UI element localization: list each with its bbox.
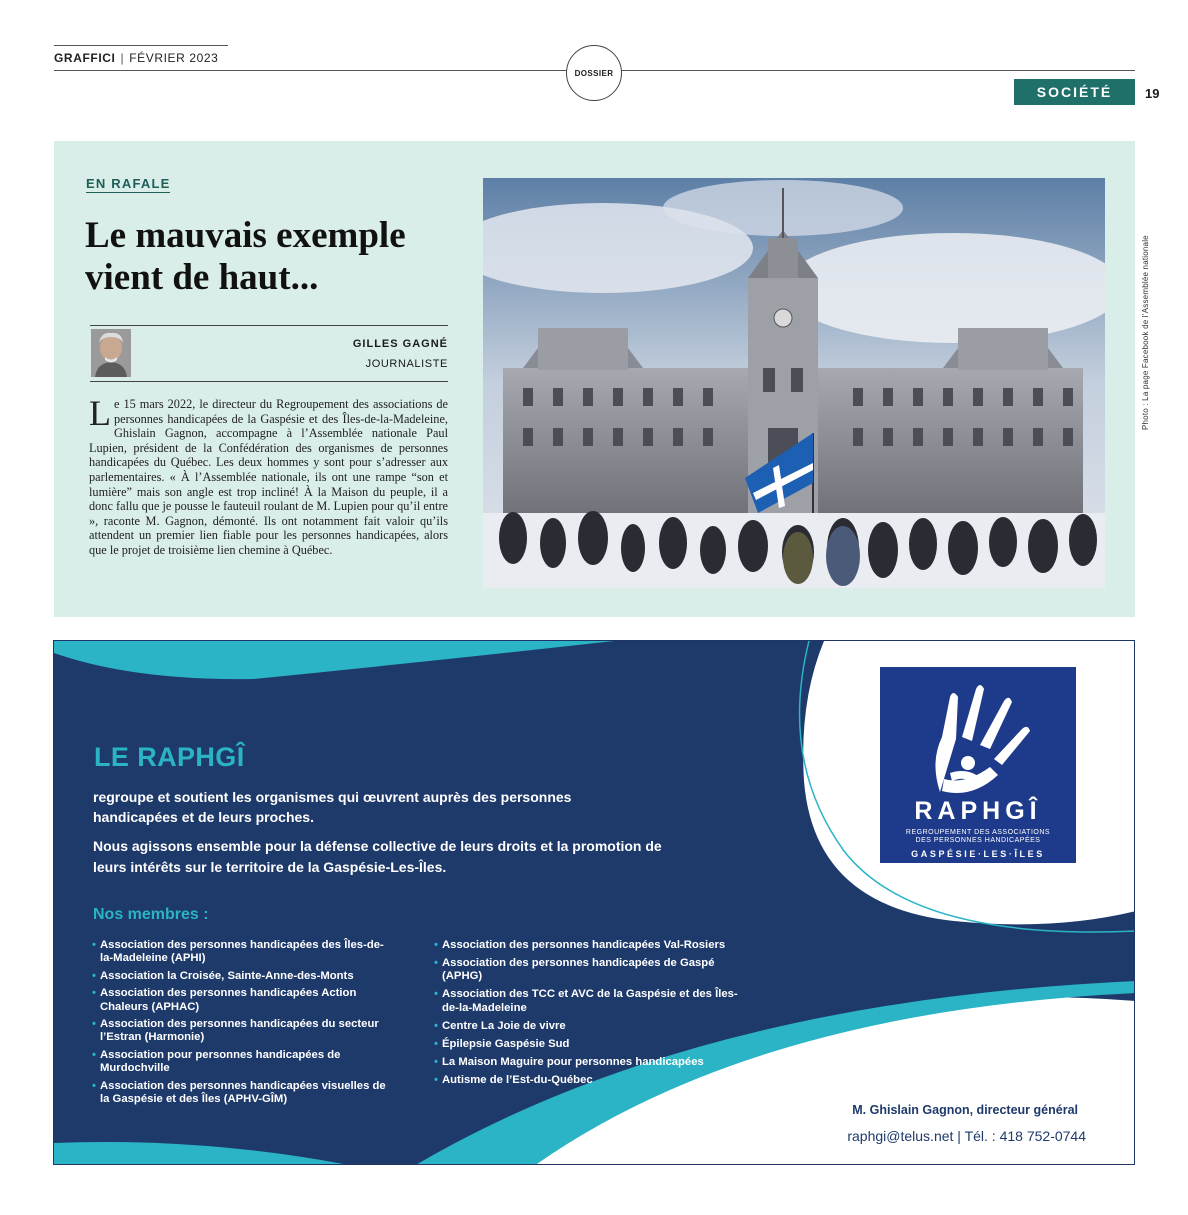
raphgi-advertisement <box>53 640 1135 1165</box>
logo-wordmark: RAPHGÎ <box>914 797 1042 825</box>
member-item: • Association pour personnes handicapées de Murdochville <box>92 1049 392 1076</box>
member-item: • Association des TCC et AVC de la Gaspésie et des Îles-de-la-Madeleine <box>434 988 754 1015</box>
member-item: • Centre La Joie de vivre <box>434 1020 754 1033</box>
contact-name: M. Ghislain Gagnon, directeur général <box>852 1103 1078 1117</box>
byline-rule-top <box>90 325 448 326</box>
logo-subtitle-line2: DES PERSONNES HANDICAPÉES <box>915 837 1041 844</box>
ad-intro: regroupe et soutient les organismes qui œuvrent auprès des personnes handicapées et de leurs proches. <box>93 789 572 825</box>
ad-mission: Nous agissons ensemble pour la défense collective de leurs droits et la promotion de leurs intérêts sur le territoire de la Gaspésie-Les-Îles. <box>93 838 662 875</box>
logo-subtitle <box>880 829 1076 845</box>
member-item: • Épilepsie Gaspésie Sud <box>434 1038 754 1051</box>
member-item: • Association la Croisée, Sainte-Anne-des-Monts <box>92 970 392 983</box>
ad-title: LE RAPHGÎ <box>94 742 245 772</box>
member-item: • La Maison Maguire pour personnes handicapées <box>434 1056 754 1069</box>
raphgi-logo <box>880 667 1076 863</box>
member-item: • Association des personnes handicapées du secteur l’Estran (Harmonie) <box>92 1018 392 1045</box>
members-list-right <box>434 939 754 1092</box>
contact-info[interactable]: raphgi@telus.net | Tél. : 418 752-0744 <box>847 1128 1086 1144</box>
masthead-separator: | <box>120 51 125 65</box>
logo-region: GASPÉSIE·LES·ÎLES <box>911 849 1045 859</box>
member-item: • Association des personnes handicapées Action Chaleurs (APHAC) <box>92 987 392 1014</box>
parliament-photo <box>483 178 1105 588</box>
article-box <box>54 141 1135 617</box>
hand-icon <box>880 667 1076 797</box>
article-kicker: EN RAFALE <box>86 176 171 191</box>
byline-rule-bottom <box>90 381 448 382</box>
publication-name: GRAFFICI <box>54 51 116 65</box>
drop-cap: L <box>89 393 111 433</box>
members-list-left <box>92 939 392 1110</box>
article-headline: Le mauvais exemple vient de haut... <box>85 215 406 298</box>
issue-date: FÉVRIER 2023 <box>129 51 219 65</box>
member-item: • Association des personnes handicapées visuelles de la Gaspésie et des Îles (APHV-GÎM) <box>92 1080 392 1107</box>
member-item: • Association des personnes handicapées de Gaspé (APHG) <box>434 957 754 984</box>
author-name: GILLES GAGNÉ <box>352 338 448 350</box>
page-number: 19 <box>1145 86 1160 101</box>
logo-subtitle-line1: REGROUPEMENT DES ASSOCIATIONS <box>905 829 1051 836</box>
masthead <box>54 51 218 65</box>
dossier-badge: DOSSIER <box>566 45 622 101</box>
photo-credit: Photo : La page Facebook de l’Assemblée nationale <box>1141 235 1150 430</box>
masthead-rule <box>54 45 228 46</box>
member-item: • Association des personnes handicapées Val-Rosiers <box>434 939 754 952</box>
member-item: • Association des personnes handicapées des Îles-de-la-Madeleine (APHI) <box>92 939 392 966</box>
section-tag: SOCIÉTÉ <box>1014 79 1135 105</box>
members-title: Nos membres : <box>93 906 209 923</box>
article-body <box>89 393 448 558</box>
author-photo <box>91 329 131 377</box>
member-item: • Autisme de l’Est-du-Québec <box>434 1074 754 1087</box>
author-role: JOURNALISTE <box>365 358 448 370</box>
article-body-text: e 15 mars 2022, le directeur du Regroupement des associations de personnes handicapées de la Gaspésie et des Îles-de-la-Madeleine, Ghislain Gagnon, accompagne à l’Assemblée nationale Paul Lupien, président de la Confédération des organismes de personnes handicapées du Québec. Les deux hommes y sont pour s’adresser aux parlementaires. « À l’Assemblée nationale, ils ont une rampe “son et lumière” mais son angle est trop incliné! À la Maison du peuple, il a donc fallu que je pousse le fauteuil roulant de M. Lupien pour qu’il entre », raconte M. Gagnon, démonté. Ils ont notamment fait valoir qu’ils attendent un premier lien fiable pour les personnes handicapées, alors que le projet de troisième lien chemine à Québec. <box>89 397 448 557</box>
